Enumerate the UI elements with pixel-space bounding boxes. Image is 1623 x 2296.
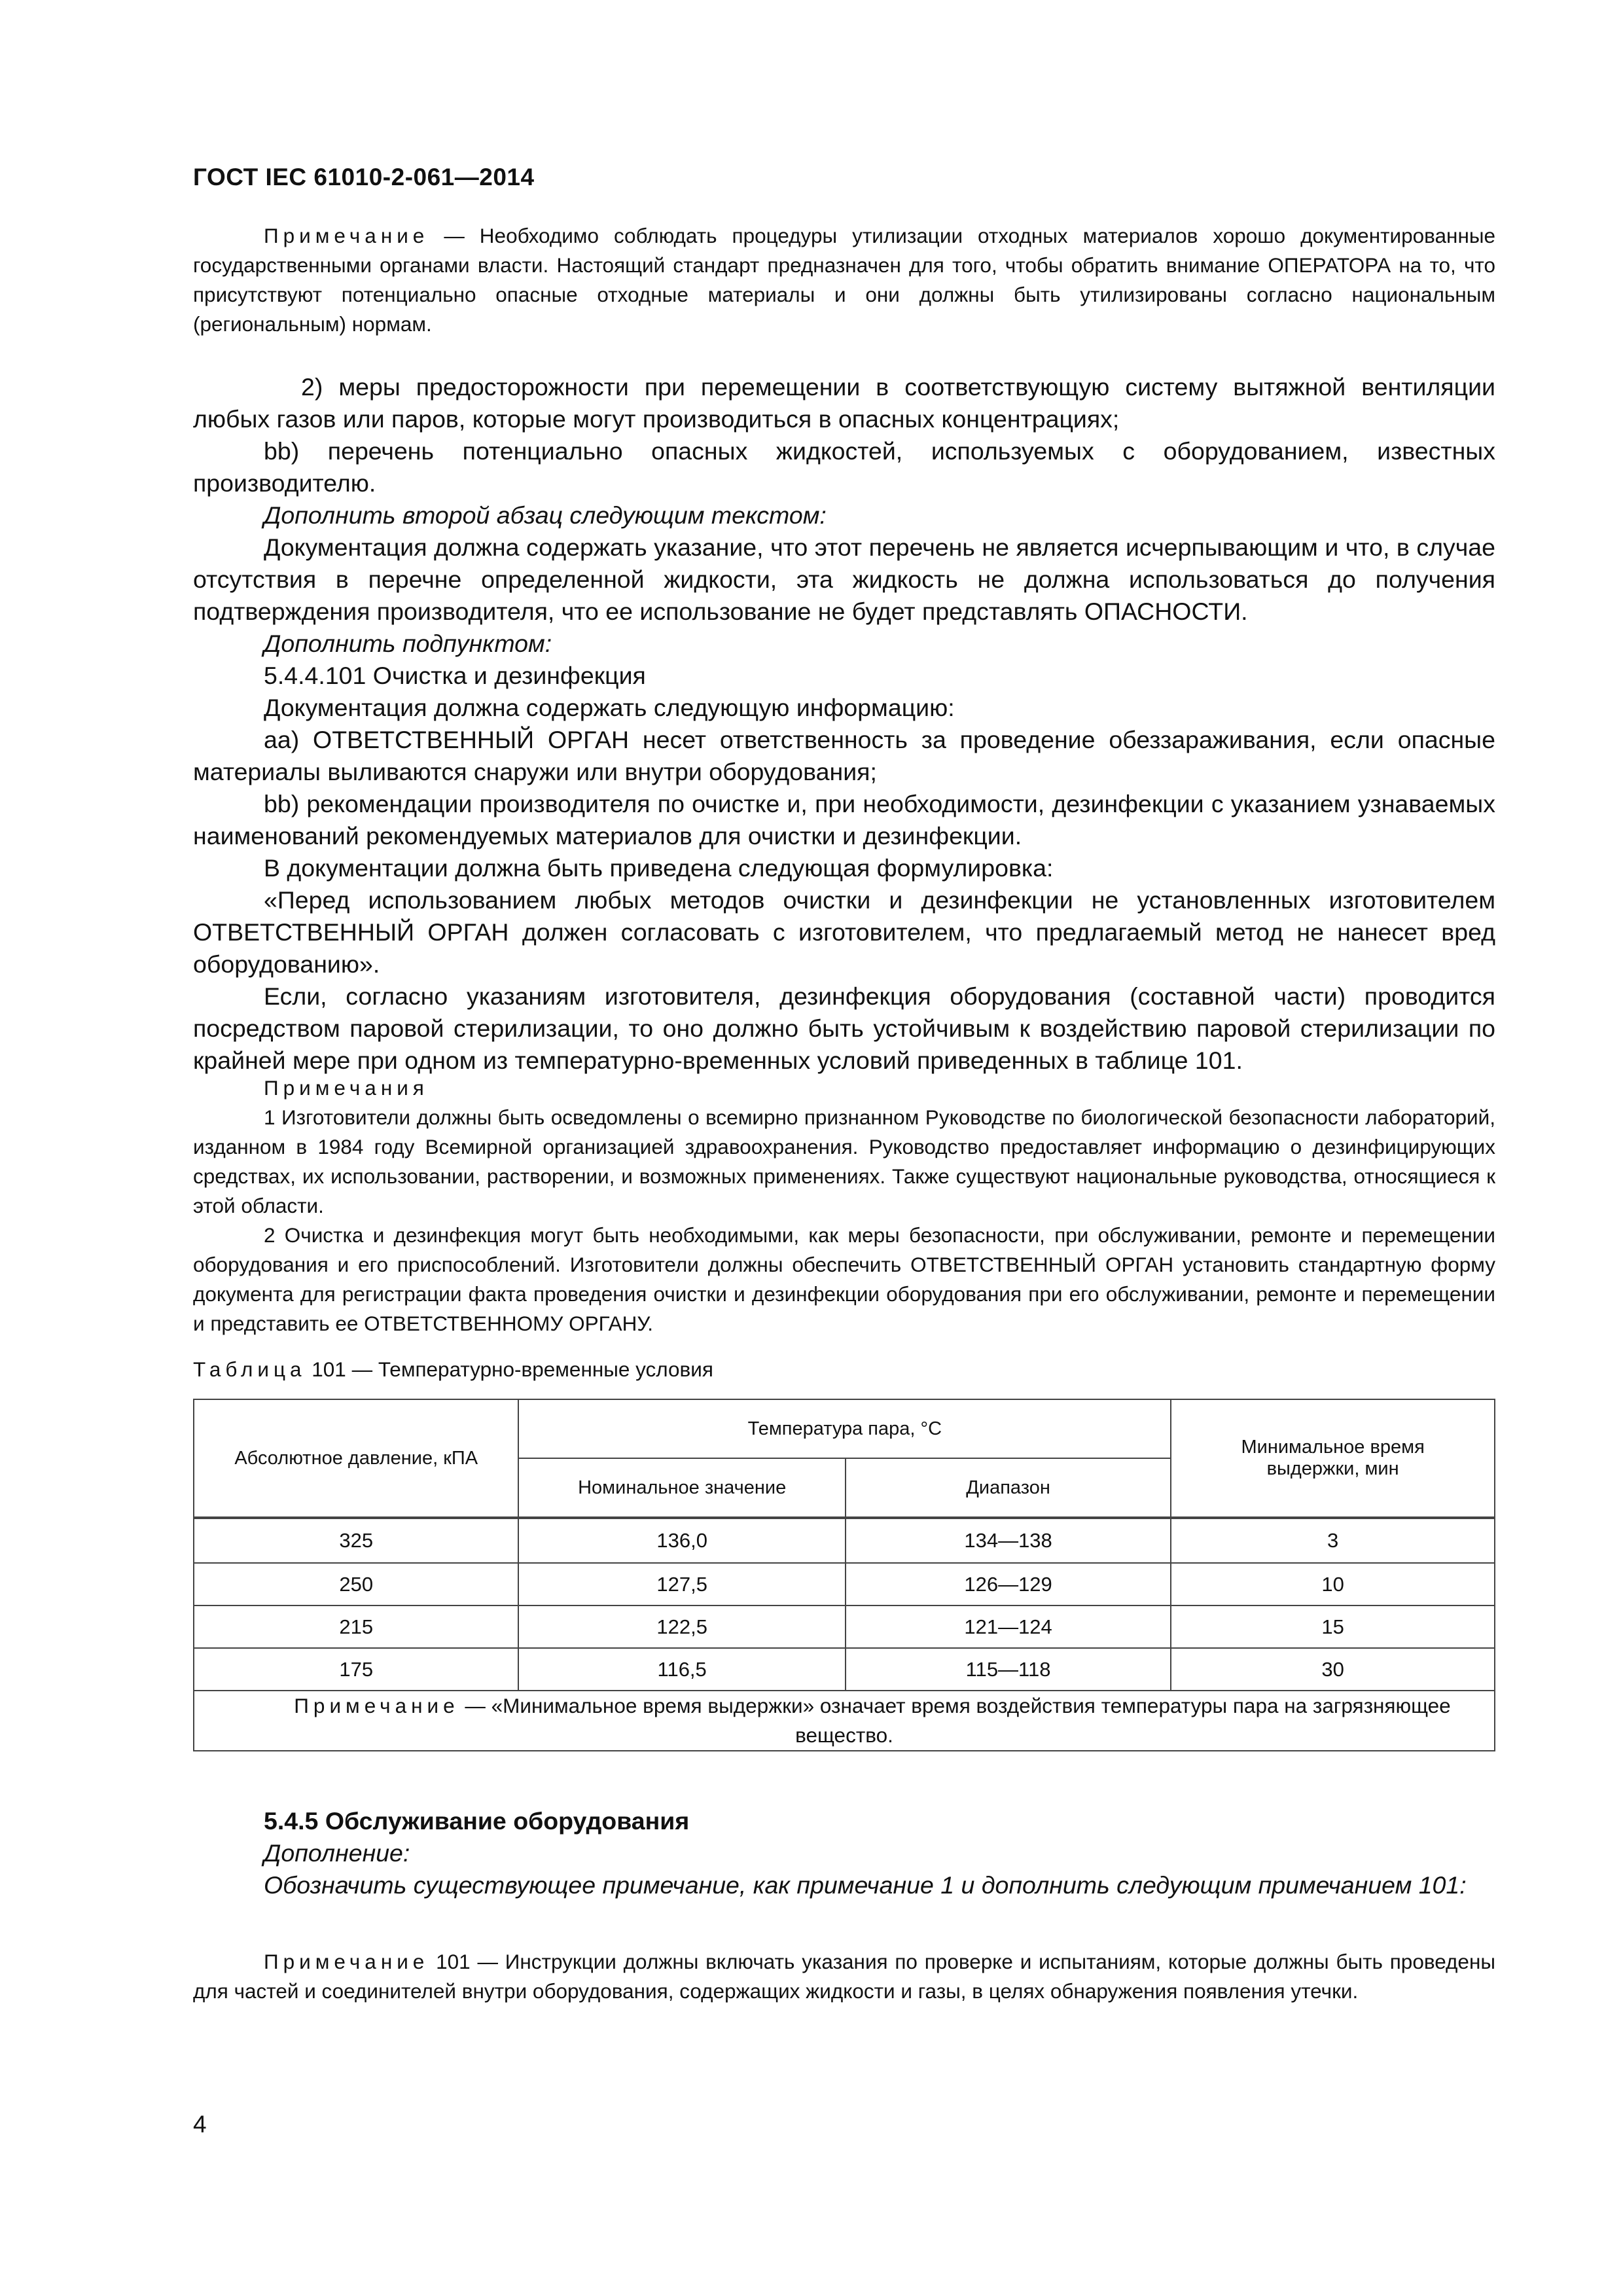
table-caption-label: Таблица xyxy=(193,1357,306,1381)
cell-range: 121—124 xyxy=(846,1605,1171,1648)
page-number: 4 xyxy=(193,2111,207,2138)
cell-pressure: 250 xyxy=(194,1563,518,1605)
cell-nominal: 127,5 xyxy=(518,1563,845,1605)
subsection-heading: 5.4.4.101 Очистка и дезинфекция xyxy=(264,662,646,689)
table-row xyxy=(194,1648,1495,1691)
paragraph-italic: Обозначить существующее примечание, как примечание 1 и дополнить следующим примечанием 101: xyxy=(264,1871,1467,1899)
section-title: 5.4.5 Обслуживание оборудования xyxy=(264,1807,690,1835)
paragraph: Если, согласно указаниям изготовителя, дезинфекция оборудования (составной части) проводится посредством паровой стерилизации, то оно должно быть устойчивым к воздействию паровой стерилизации по крайней мере при одном из температурно-временных условий приведенных в таблице 101. xyxy=(193,982,1495,1074)
table-101 xyxy=(193,1399,1495,1751)
notes-block xyxy=(193,1073,1495,1338)
note-item: 2 Очистка и дезинфекция могут быть необходимыми, как меры безопасности, при обслуживании, ремонте и перемещении оборудования и его приспособлений. Изготовители должны обеспечить ОТВЕТСТВЕННЫЙ ОРГАН установить стандартную форму документа для регистрации факта проведения очистки и дезинфекции оборудования при его обслуживании, ремонте и перемещении и представить ее ОТВЕТСТВЕННОМУ ОРГАНУ. xyxy=(193,1223,1495,1335)
cell-range: 126—129 xyxy=(846,1563,1171,1605)
table-caption xyxy=(193,1357,713,1382)
table-row xyxy=(194,1605,1495,1648)
cell-range: 134—138 xyxy=(846,1518,1171,1563)
note-item: 1 Изготовители должны быть осведомлены о всемирно признанном Руководстве по биологической безопасности лабораторий, изданном в 1984 году Всемирной организацией здравоохранения. Руководство предоставляет информацию о дезинфицирующих средствах, их использовании, растворении, и возможных применениях. Также существуют национальные руководства, относящиеся к этой области. xyxy=(193,1105,1495,1217)
col-header-range: Диапазон xyxy=(846,1458,1171,1517)
section-5-4-5 xyxy=(193,1805,1495,1901)
cell-time: 3 xyxy=(1171,1518,1495,1563)
paragraph: Документация должна содержать следующую информацию: xyxy=(264,694,955,721)
note-text: — Необходимо соблюдать процедуры утилизации отходных материалов хорошо документированные государственными органами власти. Настоящий стандарт предназначен для того, чтобы обратить внимание ОПЕРАТОРА на то, что присутствуют потенциально опасные отходные материалы и они должны быть утилизированы согласно национальным (региональным) нормам. xyxy=(193,224,1495,336)
cell-range: 115—118 xyxy=(846,1648,1171,1691)
note-label: Примечание xyxy=(264,1950,429,1973)
paragraph: Документация должна содержать указание, что этот перечень не является исчерпывающим и что, в случае отсутствия в перечне определенной жидкости, эта жидкость не должна использоваться до получения подтверждения производителя, что ее использование не будет представлять ОПАСНОСТИ. xyxy=(193,533,1495,625)
cell-nominal: 136,0 xyxy=(518,1518,845,1563)
cell-pressure: 175 xyxy=(194,1648,518,1691)
cell-time: 30 xyxy=(1171,1648,1495,1691)
col-header-temperature: Температура пара, °С xyxy=(518,1399,1171,1458)
cell-time: 10 xyxy=(1171,1563,1495,1605)
main-text xyxy=(193,371,1495,1077)
col-header-pressure: Абсолютное давление, кПА xyxy=(194,1399,518,1517)
table-row xyxy=(194,1563,1495,1605)
table-note xyxy=(194,1691,1495,1751)
col-header-time: Минимальное время выдержки, мин xyxy=(1171,1399,1495,1517)
cell-time: 15 xyxy=(1171,1605,1495,1648)
col-header-nominal: Номинальное значение xyxy=(518,1458,845,1517)
note-waste-disposal xyxy=(193,221,1495,339)
note-label: Примечание xyxy=(264,224,429,247)
paragraph-italic: Дополнить подпунктом: xyxy=(264,630,552,657)
paragraph-italic: Дополнение: xyxy=(264,1839,410,1867)
paragraph: 2) меры предосторожности при перемещении в соответствующую систему вытяжной вентиляции любых газов или паров, которые могут производиться в опасных концентрациях; xyxy=(193,373,1495,433)
notes-title: Примечания xyxy=(264,1076,429,1100)
note-text: 101 — Инструкции должны включать указания по проверке и испытаниям, которые должны быть проведены для частей и соединителей внутри оборудования, содержащих жидкости и газы, в целях обнаружения появления утечки. xyxy=(193,1950,1495,2003)
note-101 xyxy=(193,1947,1495,2006)
paragraph: В документации должна быть приведена следующая формулировка: xyxy=(264,854,1054,882)
table-row xyxy=(194,1518,1495,1563)
table-caption-text: 101 — Температурно-временные условия xyxy=(306,1357,713,1381)
paragraph: «Перед использованием любых методов очистки и дезинфекции не установленных изготовителем ОТВЕТСТВЕННЫЙ ОРГАН должен согласовать с изготовителем, что предлагаемый метод не нанесет вред оборудованию». xyxy=(193,886,1495,978)
paragraph: bb) рекомендации производителя по очистке и, при необходимости, дезинфекции с указанием узнаваемых наименований рекомендуемых материалов для очистки и дезинфекции. xyxy=(193,790,1495,850)
document-header: ГОСТ IEC 61010-2-061—2014 xyxy=(193,164,535,190)
table-note-text: — «Минимальное время выдержки» означает время воздействия температуры пара на загрязняющее вещество. xyxy=(459,1694,1451,1747)
table-note-label: Примечание xyxy=(294,1694,459,1717)
paragraph: aa) ОТВЕТСТВЕННЫЙ ОРГАН несет ответственность за проведение обеззараживания, если опасные материалы выливаются снаружи или внутри оборудования; xyxy=(193,726,1495,785)
paragraph: bb) перечень потенциально опасных жидкостей, используемых с оборудованием, известных производителю. xyxy=(193,437,1495,497)
cell-nominal: 116,5 xyxy=(518,1648,845,1691)
paragraph-italic: Дополнить второй абзац следующим текстом: xyxy=(264,501,827,529)
cell-pressure: 325 xyxy=(194,1518,518,1563)
cell-nominal: 122,5 xyxy=(518,1605,845,1648)
cell-pressure: 215 xyxy=(194,1605,518,1648)
